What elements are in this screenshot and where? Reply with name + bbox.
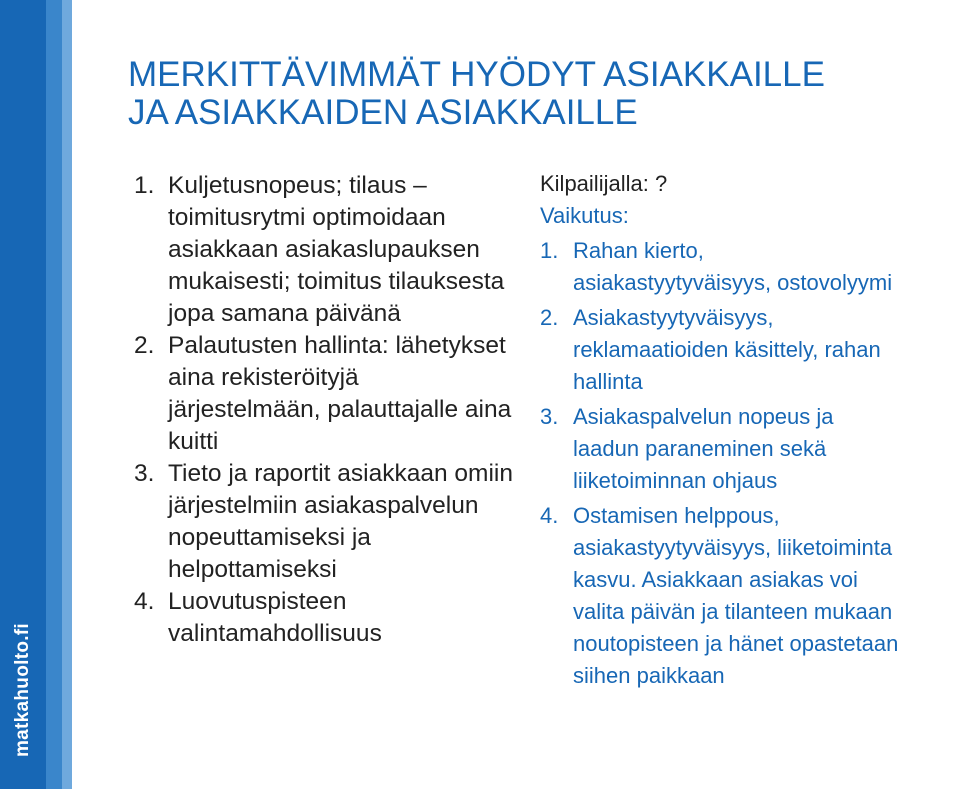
brand-logo bbox=[4, 622, 42, 758]
title-line-1: MERKITTÄVIMMÄT HYÖDYT ASIAKKAILLE bbox=[128, 55, 825, 94]
effect-number: 3. bbox=[540, 404, 559, 429]
effect-item bbox=[540, 235, 960, 299]
benefit-number: 4. bbox=[134, 588, 155, 615]
benefit-item bbox=[134, 458, 514, 586]
effect-label: Vaikutus: bbox=[540, 203, 629, 228]
benefit-item bbox=[134, 586, 514, 650]
side-bar-middle bbox=[46, 0, 62, 789]
benefits-list bbox=[134, 170, 514, 650]
benefit-text: Palautusten hallinta: lähetykset aina rekisteröityjä järjestelmään, palauttajalle aina kuitti bbox=[168, 332, 512, 455]
effect-number: 2. bbox=[540, 305, 559, 330]
benefit-number: 3. bbox=[134, 460, 155, 487]
benefit-number: 2. bbox=[134, 332, 155, 359]
benefit-item bbox=[134, 330, 514, 458]
effects-list bbox=[540, 235, 960, 692]
effect-item bbox=[540, 401, 960, 497]
effect-text: Asiakastyytyväisyys, reklamaatioiden käsittely, rahan hallinta bbox=[573, 305, 881, 394]
effect-number: 1. bbox=[540, 238, 559, 263]
benefit-item bbox=[134, 170, 514, 330]
benefit-text: Luovutuspisteen valintamahdollisuus bbox=[168, 588, 382, 647]
side-bar-thin bbox=[62, 0, 72, 789]
effects-column bbox=[540, 168, 960, 692]
benefit-text: Tieto ja raportit asiakkaan omiin järjestelmiin asiakaspalvelun nopeuttamiseksi ja helpottamiseksi bbox=[168, 460, 513, 583]
competitor-line: Kilpailijalla: ? bbox=[540, 171, 668, 196]
effect-text: Rahan kierto, asiakastyytyväisyys, ostovolyymi bbox=[573, 238, 893, 295]
effect-item bbox=[540, 500, 960, 692]
effect-number: 4. bbox=[540, 503, 559, 528]
effect-text: Ostamisen helppous, asiakastyytyväisyys, liiketoiminta kasvu. Asiakkaan asiakas voi valita päivän ja tilanteen mukaan noutopisteen ja hänet opastetaan siihen paikkaan bbox=[573, 503, 899, 688]
effect-item bbox=[540, 302, 960, 398]
benefit-text: Kuljetusnopeus; tilaus – toimitusrytmi optimoidaan asiakkaan asiakaslupauksen mukaisesti; toimitus tilauksesta jopa samana päivänä bbox=[168, 172, 505, 327]
effect-text: Asiakaspalvelun nopeus ja laadun paraneminen sekä liiketoiminnan ohjaus bbox=[573, 404, 834, 493]
brand-text: matkahuolto.fi bbox=[12, 622, 34, 758]
title-line-2: JA ASIAKKAIDEN ASIAKKAILLE bbox=[128, 93, 638, 132]
slide-title bbox=[128, 56, 825, 132]
benefit-number: 1. bbox=[134, 172, 155, 199]
